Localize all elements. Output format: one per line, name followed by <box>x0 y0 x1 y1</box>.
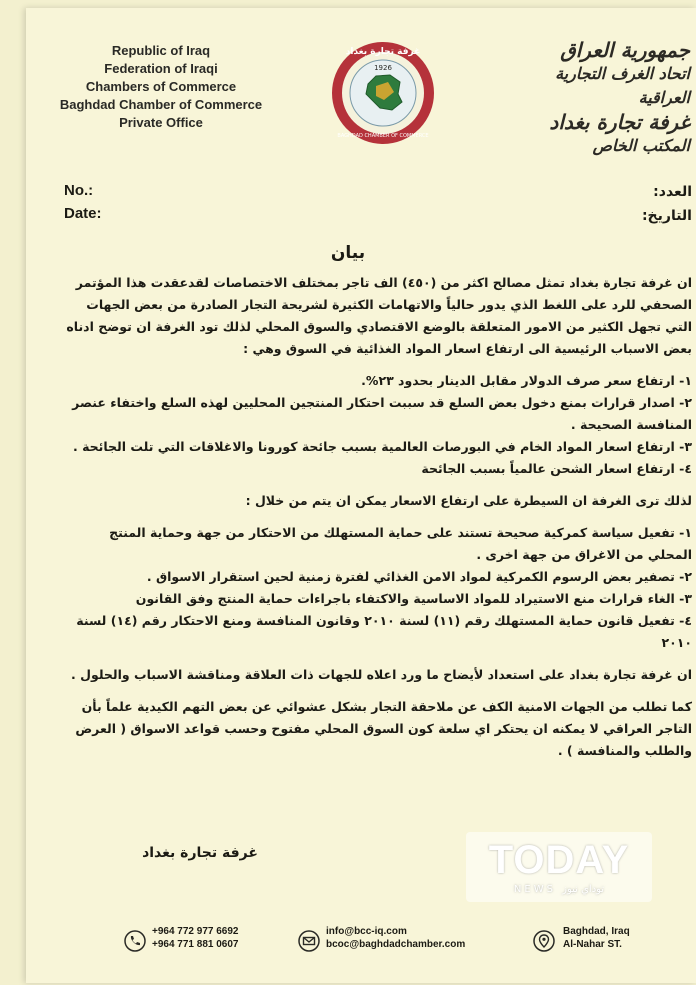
cause-item: ٣- ارتفاع اسعار المواد الخام في البورصات العالمية بسبب جائحة كورونا والاغلاقات التي تلت الجائحة . <box>72 439 692 454</box>
cause-item: ٢- اصدار قرارات بمنع دخول بعض السلع قد سببت احتكار المنتجين المحليين لهذه السلع واختفاء عنصر المنافسة الصحيحة . <box>72 395 692 432</box>
letterhead-line: اتحاد الغرف التجارية العراقية <box>555 64 690 107</box>
closing-paragraph: كما تطلب من الجهات الامنية الكف عن ملاحقة التجار بشكل عشوائي عن بعض التهم الكيدية علماً بأن التاجر العراقي لا يمكنه ان يحتكر اي سلعة كون السوق المحلي مفتوح وحسب قواعد الاسواق ( العرض والطلب والمنافسة ) . <box>75 699 692 758</box>
watermark <box>466 832 652 902</box>
logo-arabic-text: غرفة تجارة بغداد <box>345 47 421 57</box>
signature: غرفة تجارة بغداد <box>142 845 258 861</box>
footer-emails <box>326 925 465 951</box>
watermark-main: TODAY <box>488 838 630 882</box>
date-label-ar: التاريخ: <box>641 208 692 224</box>
email-address[interactable]: info@bcc-iq.com <box>326 926 407 937</box>
statement-body <box>62 272 692 772</box>
date-label-en: Date: <box>64 205 102 222</box>
number-label-en: No.: <box>64 182 94 199</box>
letterhead-arabic <box>520 38 690 158</box>
location-icon <box>533 930 555 952</box>
cause-item: ١- ارتفاع سعر صرف الدولار مقابل الدينار بحدود ٢٣%. <box>361 373 692 388</box>
address-line: Baghdad, Iraq <box>563 926 630 937</box>
letterhead-line: Chambers of Commerce <box>85 79 237 94</box>
watermark-sub: NEWS توداي نيوز <box>513 884 605 895</box>
solution-item: ٢- تصفير بعض الرسوم الكمركية لمواد الامن الغذائي لفترة زمنية لحين استقرار الاسواق . <box>146 569 692 584</box>
statement-title: بيان <box>330 243 366 263</box>
address-line: Al-Nahar ST. <box>563 939 622 950</box>
solutions-list <box>62 522 692 654</box>
chamber-logo <box>332 42 434 144</box>
letterhead-line: Baghdad Chamber of Commerce <box>59 97 263 112</box>
letterhead-line: Republic of Iraq <box>111 43 211 58</box>
footer-address <box>563 925 630 951</box>
causes-list <box>62 370 692 480</box>
letterhead-english <box>36 42 286 132</box>
number-label-ar: العدد: <box>653 184 692 200</box>
phone-number[interactable]: +964 772 977 6692 <box>152 926 239 937</box>
solution-item: ٣- الغاء قرارات منع الاستيراد للمواد الاساسية والاكتفاء باجراءات حماية المنتج وفق القانون <box>135 591 692 606</box>
letterhead-line: Private Office <box>119 115 203 130</box>
phone-number[interactable]: +964 771 881 0607 <box>152 939 239 950</box>
intro-paragraph: ان غرفة تجارة بغداد تمثل مصالح اكثر من (٤٥٠) الف تاجر بمختلف الاختصاصات لقدعقدت هذا المؤتمر الصحفي للرد على اللغط الذي يدور حالياً والاتهامات الكثيرة لشريحة التجار الصادرة من بعض الجهات التي تجهل الكثير من الامور المتعلقة بالوضع الاقتصادي والسوق المحلي لذلك تود الغرفة ان توضح ادناه بعض الاسباب الرئيسية الى ارتفاع اسعار المواد الغذائية في السوق وهي : <box>66 275 692 356</box>
solutions-intro: لذلك ترى الغرفة ان السيطرة على ارتفاع الاسعار يمكن ان يتم من خلال : <box>245 493 692 508</box>
solution-item: ١- تفعيل سياسة كمركية صحيحة تستند على حماية المستهلك من الاحتكار من جهة وحماية المنتج المحلي من الاغراق من جهة اخرى . <box>109 525 692 562</box>
logo-english-text: BAGHDAD CHAMBER OF COMMERCE <box>337 133 429 139</box>
cause-item: ٤- ارتفاع اسعار الشحن عالمياً بسبب الجائحة <box>421 461 692 476</box>
email-icon <box>298 930 320 952</box>
ready-paragraph: ان غرفة تجارة بغداد على استعداد لأيضاح ما ورد اعلاه للجهات ذات العلاقة ومناقشة الاسباب والحلول . <box>71 667 692 682</box>
letterhead-line: غرفة تجارة بغداد <box>549 110 690 134</box>
letterhead-line: Federation of Iraqi <box>104 61 218 76</box>
logo-year: 1926 <box>374 64 392 72</box>
phone-icon <box>124 930 146 952</box>
letterhead-line: المكتب الخاص <box>592 136 690 155</box>
letterhead-line: جمهورية العراق <box>560 38 690 62</box>
email-address[interactable]: bcoc@baghdadchamber.com <box>326 939 466 950</box>
solution-item: ٤- تفعيل قانون حماية المستهلك رقم (١١) لسنة ٢٠١٠ وقانون المنافسة ومنع الاحتكار رقم (١٤) لسنة ٢٠١٠ <box>76 613 692 650</box>
footer-phones <box>152 925 238 951</box>
